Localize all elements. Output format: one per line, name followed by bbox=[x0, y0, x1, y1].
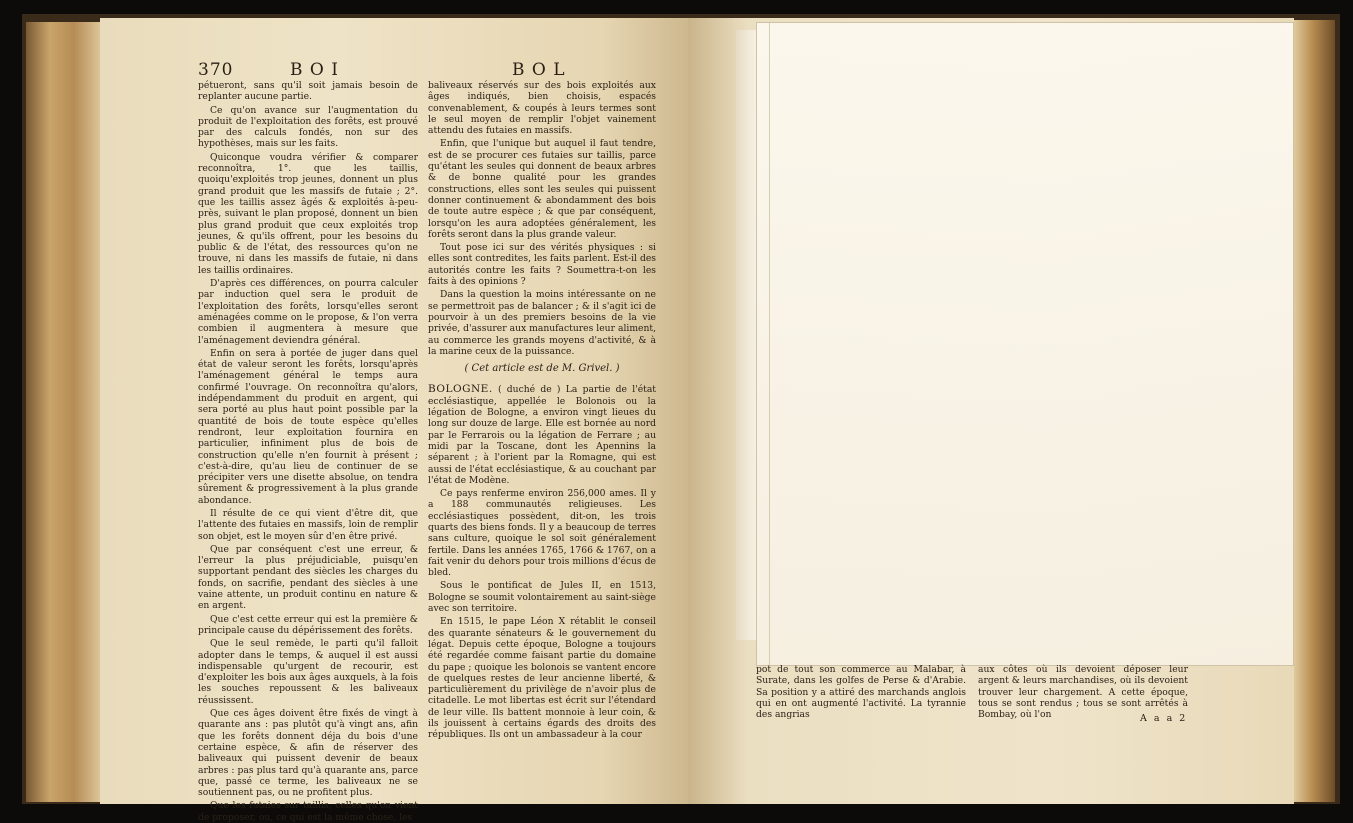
page-edges-right bbox=[1290, 20, 1335, 802]
entry-headword: BOLOGNE. bbox=[428, 383, 493, 396]
paragraph: baliveaux réservés sur des bois exploités aux âges indiqués, bien choisis, espacés convenablement, & coupés à leurs termes sont le seul moyen de remplir l'objet vainement attendu des futaies en massifs. bbox=[428, 80, 656, 137]
paragraph: Que ces âges doivent être fixés de vingt à quarante ans : pas plutôt qu'à vingt ans, afin que les forêts donnent déja du bois d'une certaine espèce, & afin de réserver des baliveaux qui puissent devenir de beaux arbres : pas plus tard qu'à quarante ans, parce que, passé ce terme, les baliveaux ne se soutiennent pas, ou ne profitent plus. bbox=[198, 708, 418, 799]
paragraph: Enfin, que l'unique but auquel il faut tendre, est de se procurer ces futaies sur taillis, parce qu'étant les seules qui donnent de beaux arbres & de bonne qualité pour les grandes constructions, elles sont les seules qui puissent donner continuement & abondamment des bois de toute autre espèce ; & que par conséquent, lorsqu'on les aura adoptées généralement, les forêts seront dans la plus grande valeur. bbox=[428, 138, 656, 240]
paragraph: Que c'est cette erreur qui est la première & principale cause du dépérissement des forêts. bbox=[198, 613, 418, 636]
running-head-left: B O I bbox=[290, 60, 339, 80]
page-signature: A a a 2 bbox=[1140, 713, 1188, 724]
paragraph: Quiconque voudra vérifier & comparer reconnoîtra, 1°. que les taillis, quoiqu'exploités trop jeunes, donnent un plus grand produit que les massifs de futaie ; 2°. que les taillis assez âgés & exploités à-peu-près, suivant le plan proposé, donnent un bien plus grand produit que ceux exploités trop jeunes, & qu'ils offrent, pour les besoins du public & de l'état, des ressources qu'on ne trouve, ni dans les massifs de futaie, ni dans les taillis ordinaires. bbox=[198, 151, 418, 276]
paragraph: Ce qu'on avance sur l'augmentation du produit de l'exploitation des forêts, est prouvé par des calculs fondés, non sur des hypothèses, mais sur les faits. bbox=[198, 104, 418, 150]
tissue-overlay bbox=[756, 22, 1294, 666]
paragraph: D'après ces différences, on pourra calculer par induction quel sera le produit de l'exploitation des forêts, lorsqu'elles seront aménagées comme on le propose, & l'on verra combien il augmentera à mesure que l'aménagement deviendra général. bbox=[198, 278, 418, 346]
paragraph: Que le seul remède, le parti qu'il falloit adopter dans le temps, & auquel il est aussi indispensable qu'urgent de recourir, est d'exploiter les bois aux âges auxquels, à la fois les souches repoussent & les baliveaux réussissent. bbox=[198, 638, 418, 706]
entry-text: ( duché de ) La partie de l'état ecclésiastique, appellée le Bolonois ou la légation de Bologne, a environ vingt lieues du long sur douze de large. Elle est bornée au nord par le Ferrarois ou la légation de Ferrare ; au midi par la Toscane, dont les Apennins la séparent ; à l'orient par la Romagne, qui est aussi de l'état ecclésiastique, & au couchant par l'état de Modène. bbox=[428, 384, 656, 486]
paragraph: Il résulte de ce qui vient d'être dit, que l'attente des futaies en massifs, loin de remplir son objet, est le moyen sûr d'en être privé. bbox=[198, 507, 418, 542]
article-credit: ( Cet article est de M. Grivel. ) bbox=[464, 363, 620, 375]
paragraph: Dans la question la moins intéressante on ne se permettroit pas de balancer ; & il s'agit ici de pourvoir à un des premiers besoins de la vie privée, d'assurer aux manufactures leur aliment, au commerce les grands moyens d'activité, & à la marine ceux de la puissance. bbox=[428, 289, 656, 357]
paragraph: pot de tout son commerce au Malabar, à Surate, dans les golfes de Perse & d'Arabie. Sa position y a attiré des marchands anglois qui en ont augmenté l'activité. La tyrannie des angrias bbox=[756, 664, 966, 721]
paragraph: Sous le pontificat de Jules II, en 1513, Bologne se soumit volontairement au saint-siège avec son territoire. bbox=[428, 580, 656, 615]
paragraph: aux côtes où ils devoient déposer leur argent & leurs marchandises, où ils devoient trouver leur chargement. A cette époque, tous se sont rendus ; tous se sont arrêtés à Bombay, où l'on bbox=[978, 664, 1188, 721]
paragraph: En 1515, le pape Léon X rétablit le conseil des quarante sénateurs & le gouvernement du légat. Depuis cette époque, Bologne a toujours été regardée comme faisant partie du domaine du pape ; quoique les bolonois se vantent encore de quelques restes de leur ancienne liberté, & particulièrement du privilège de n'avoir plus de citadelle. Le mot libertas est écrit sur l'étendard de leur ville. Ils battent monnoie à leur coin, & ils jouissent à certains égards des droits des républiques. Ils ont un ambassadeur à la cour bbox=[428, 616, 656, 741]
page-edges-left bbox=[26, 22, 106, 802]
page-number: 370 bbox=[198, 60, 234, 80]
text-column-1 bbox=[198, 80, 418, 823]
paragraph: Que les futaies sur taillis, celles qu'on vient de proposer, ou, ce qui est la même chose, les bbox=[198, 800, 418, 823]
text-column-2 bbox=[428, 80, 656, 741]
paragraph: Enfin on sera à portée de juger dans quel état de valeur seront les forêts, lorsqu'après l'aménagement général le temps aura confirmé l'ouvrage. On reconnoîtra qu'alors, indépendamment du produit en argent, qui sera porté au plus haut point possible par la quantité de bois de toute espèce qu'elles rendront, leur exploitation fournira en particulier, infiniment plus de bois de construction qu'elle n'en fournit à présent ; c'est-à-dire, qu'au lieu de continuer de se précipiter vers une disette absolue, on tendra sûrement & progressivement à la plus grande abondance. bbox=[198, 347, 418, 506]
paragraph: Ce pays renferme environ 256,000 ames. Il y a 188 communautés religieuses. Les ecclésiastiques possèdent, dit-on, les trois quarts des biens fonds. Il y a beaucoup de terres sans culture, quoique le sol soit généralement fertile. Dans les années 1765, 1766 & 1767, on a fait venir du dehors pour trois millions d'écus de bled. bbox=[428, 488, 656, 579]
paragraph: Tout pose ici sur des vérités physiques : si elles sont contredites, les faits parlent. Est-il des autorités contre les faits ? Soumettra-t-on les faits à des opinions ? bbox=[428, 242, 656, 288]
tissue-crease bbox=[769, 23, 770, 665]
paragraph: pétueront, sans qu'il soit jamais besoin de replanter aucune partie. bbox=[198, 80, 418, 103]
paragraph: Que par conséquent c'est une erreur, & l'erreur la plus préjudiciable, puisqu'en supportant pendant des siècles les charges du fonds, on sacrifie, pendant des siècles à une vaine attente, un produit continu en nature & en argent. bbox=[198, 543, 418, 612]
running-head-right: B O L bbox=[512, 60, 566, 80]
entry-bologne bbox=[428, 384, 656, 486]
text-column-3 bbox=[756, 664, 966, 721]
